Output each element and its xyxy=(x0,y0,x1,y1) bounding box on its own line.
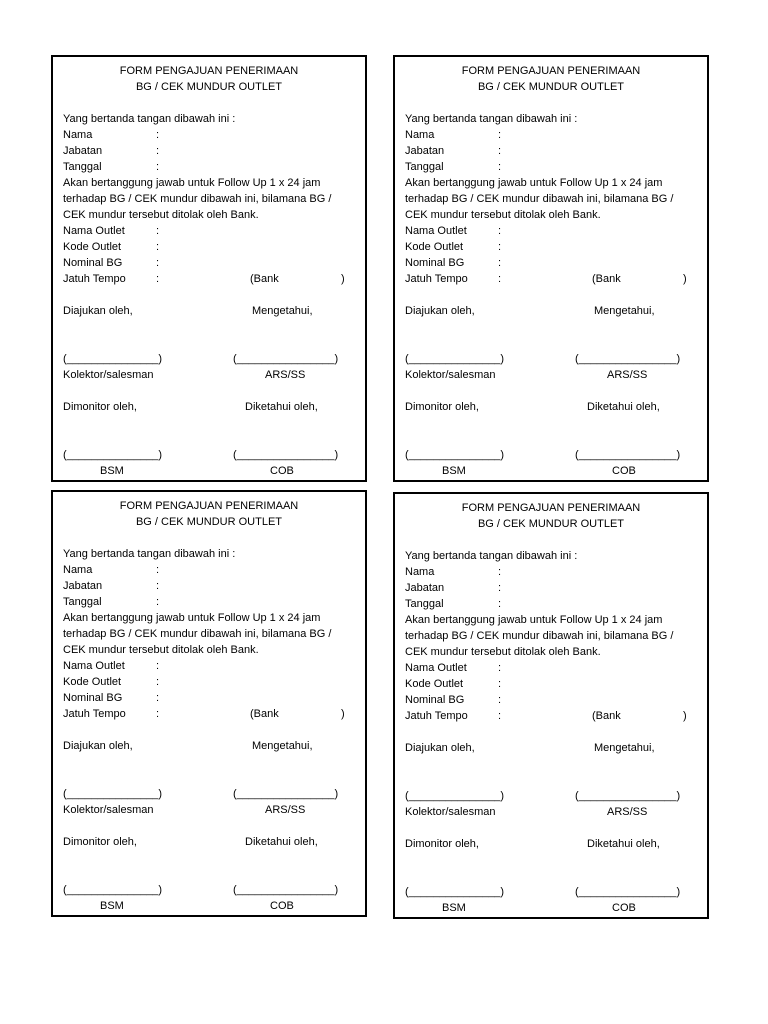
label-tanggal: Tanggal xyxy=(63,161,102,173)
colon-tanggal: : xyxy=(156,596,160,608)
diajukan-oleh: Diajukan oleh, xyxy=(405,742,475,754)
label-nama: Nama xyxy=(63,564,93,576)
role-cob: COB xyxy=(270,900,294,912)
bank-close: ) xyxy=(683,273,687,285)
colon-nama-outlet: : xyxy=(498,225,502,237)
statement-line2: terhadap BG / CEK mundur dibawah ini, bilamana BG / xyxy=(405,193,674,205)
statement-line1: Akan bertanggung jawab untuk Follow Up 1 x 24 jam xyxy=(63,177,321,189)
role-kolektor-salesman: Kolektor/salesman xyxy=(405,806,496,818)
signature-blank-bsm: (_______________) xyxy=(405,449,505,461)
label-nominal-bg: Nominal BG xyxy=(63,257,123,269)
bank-open: (Bank xyxy=(592,710,621,722)
colon-nama: : xyxy=(498,129,502,141)
label-jabatan: Jabatan xyxy=(405,145,445,157)
form-title-line2: BG / CEK MUNDUR OUTLET xyxy=(135,81,283,93)
signature-blank-ars: (________________) xyxy=(575,790,681,802)
dimonitor-oleh: Dimonitor oleh, xyxy=(405,401,479,413)
intro-text: Yang bertanda tangan dibawah ini : xyxy=(405,550,578,562)
form-card-top-left xyxy=(51,55,367,482)
colon-nama-outlet: : xyxy=(498,662,502,674)
label-nama-outlet: Nama Outlet xyxy=(63,660,125,672)
label-nama-outlet: Nama Outlet xyxy=(63,225,125,237)
label-kode-outlet: Kode Outlet xyxy=(63,676,122,688)
colon-jatuh-tempo: : xyxy=(498,710,502,722)
label-jabatan: Jabatan xyxy=(63,580,103,592)
colon-jatuh-tempo: : xyxy=(156,708,160,720)
colon-jatuh-tempo: : xyxy=(498,273,502,285)
colon-jatuh-tempo: : xyxy=(156,273,160,285)
role-ars-ss: ARS/SS xyxy=(265,369,306,381)
mengetahui: Mengetahui, xyxy=(594,742,655,754)
role-ars-ss: ARS/SS xyxy=(607,806,648,818)
role-kolektor-salesman: Kolektor/salesman xyxy=(63,804,154,816)
colon-jabatan: : xyxy=(498,582,502,594)
label-jatuh-tempo: Jatuh Tempo xyxy=(63,708,126,720)
diajukan-oleh: Diajukan oleh, xyxy=(63,305,133,317)
label-nominal-bg: Nominal BG xyxy=(63,692,123,704)
colon-kode-outlet: : xyxy=(498,241,502,253)
intro-text: Yang bertanda tangan dibawah ini : xyxy=(405,113,578,125)
signature-blank-kolektor: (_______________) xyxy=(405,790,505,802)
label-kode-outlet: Kode Outlet xyxy=(405,678,464,690)
label-nominal-bg: Nominal BG xyxy=(405,694,465,706)
signature-blank-kolektor: (_______________) xyxy=(405,353,505,365)
colon-nama: : xyxy=(156,564,160,576)
form-title-line1: FORM PENGAJUAN PENERIMAAN xyxy=(461,65,641,77)
form-title-line1: FORM PENGAJUAN PENERIMAAN xyxy=(119,65,299,77)
label-jatuh-tempo: Jatuh Tempo xyxy=(405,710,468,722)
statement-line1: Akan bertanggung jawab untuk Follow Up 1 x 24 jam xyxy=(405,177,663,189)
statement-line2: terhadap BG / CEK mundur dibawah ini, bilamana BG / xyxy=(63,628,332,640)
role-bsm: BSM xyxy=(100,465,124,477)
colon-nama-outlet: : xyxy=(156,225,160,237)
colon-nominal-bg: : xyxy=(156,692,160,704)
form-title-line2: BG / CEK MUNDUR OUTLET xyxy=(477,81,625,93)
colon-jabatan: : xyxy=(156,580,160,592)
label-kode-outlet: Kode Outlet xyxy=(63,241,122,253)
colon-tanggal: : xyxy=(498,598,502,610)
signature-blank-bsm: (_______________) xyxy=(405,886,505,898)
mengetahui: Mengetahui, xyxy=(594,305,655,317)
label-tanggal: Tanggal xyxy=(405,598,444,610)
statement-line1: Akan bertanggung jawab untuk Follow Up 1 x 24 jam xyxy=(63,612,321,624)
colon-nominal-bg: : xyxy=(156,257,160,269)
signature-blank-kolektor: (_______________) xyxy=(63,353,163,365)
statement-line2: terhadap BG / CEK mundur dibawah ini, bilamana BG / xyxy=(405,630,674,642)
mengetahui: Mengetahui, xyxy=(252,305,313,317)
dimonitor-oleh: Dimonitor oleh, xyxy=(63,836,137,848)
role-bsm: BSM xyxy=(442,902,466,914)
label-tanggal: Tanggal xyxy=(405,161,444,173)
role-bsm: BSM xyxy=(100,900,124,912)
label-nominal-bg: Nominal BG xyxy=(405,257,465,269)
statement-line3: CEK mundur tersebut ditolak oleh Bank. xyxy=(405,646,601,658)
dimonitor-oleh: Dimonitor oleh, xyxy=(405,838,479,850)
form-title-line2: BG / CEK MUNDUR OUTLET xyxy=(135,516,283,528)
label-nama: Nama xyxy=(405,129,435,141)
colon-nominal-bg: : xyxy=(498,694,502,706)
statement-line3: CEK mundur tersebut ditolak oleh Bank. xyxy=(405,209,601,221)
intro-text: Yang bertanda tangan dibawah ini : xyxy=(63,548,236,560)
mengetahui: Mengetahui, xyxy=(252,740,313,752)
intro-text: Yang bertanda tangan dibawah ini : xyxy=(63,113,236,125)
bank-open: (Bank xyxy=(592,273,621,285)
signature-blank-kolektor: (_______________) xyxy=(63,788,163,800)
signature-blank-bsm: (_______________) xyxy=(63,884,163,896)
label-jatuh-tempo: Jatuh Tempo xyxy=(63,273,126,285)
form-card-top-right xyxy=(393,55,709,482)
statement-line3: CEK mundur tersebut ditolak oleh Bank. xyxy=(63,209,259,221)
label-nama-outlet: Nama Outlet xyxy=(405,662,467,674)
label-tanggal: Tanggal xyxy=(63,596,102,608)
form-title-line2: BG / CEK MUNDUR OUTLET xyxy=(477,518,625,530)
colon-nominal-bg: : xyxy=(498,257,502,269)
colon-tanggal: : xyxy=(498,161,502,173)
bank-open: (Bank xyxy=(250,273,279,285)
label-nama: Nama xyxy=(405,566,435,578)
role-kolektor-salesman: Kolektor/salesman xyxy=(405,369,496,381)
role-cob: COB xyxy=(612,902,636,914)
role-ars-ss: ARS/SS xyxy=(607,369,648,381)
diketahui-oleh: Diketahui oleh, xyxy=(587,838,660,850)
signature-blank-ars: (________________) xyxy=(233,788,339,800)
colon-tanggal: : xyxy=(156,161,160,173)
bank-close: ) xyxy=(683,710,687,722)
dimonitor-oleh: Dimonitor oleh, xyxy=(63,401,137,413)
bank-close: ) xyxy=(341,273,345,285)
colon-kode-outlet: : xyxy=(156,241,160,253)
form-card-bottom-left xyxy=(51,490,367,917)
form-title-line1: FORM PENGAJUAN PENERIMAAN xyxy=(119,500,299,512)
statement-line3: CEK mundur tersebut ditolak oleh Bank. xyxy=(63,644,259,656)
signature-blank-cob: (________________) xyxy=(233,449,339,461)
diketahui-oleh: Diketahui oleh, xyxy=(587,401,660,413)
colon-kode-outlet: : xyxy=(498,678,502,690)
bank-open: (Bank xyxy=(250,708,279,720)
diketahui-oleh: Diketahui oleh, xyxy=(245,401,318,413)
colon-jabatan: : xyxy=(498,145,502,157)
diajukan-oleh: Diajukan oleh, xyxy=(405,305,475,317)
signature-blank-cob: (________________) xyxy=(233,884,339,896)
statement-line2: terhadap BG / CEK mundur dibawah ini, bilamana BG / xyxy=(63,193,332,205)
colon-nama: : xyxy=(156,129,160,141)
signature-blank-cob: (________________) xyxy=(575,449,681,461)
signature-blank-ars: (________________) xyxy=(233,353,339,365)
bank-close: ) xyxy=(341,708,345,720)
statement-line1: Akan bertanggung jawab untuk Follow Up 1 x 24 jam xyxy=(405,614,663,626)
colon-nama-outlet: : xyxy=(156,660,160,672)
diajukan-oleh: Diajukan oleh, xyxy=(63,740,133,752)
role-bsm: BSM xyxy=(442,465,466,477)
form-title-line1: FORM PENGAJUAN PENERIMAAN xyxy=(461,502,641,514)
role-ars-ss: ARS/SS xyxy=(265,804,306,816)
label-kode-outlet: Kode Outlet xyxy=(405,241,464,253)
form-card-bottom-right xyxy=(393,492,709,919)
role-cob: COB xyxy=(612,465,636,477)
role-kolektor-salesman: Kolektor/salesman xyxy=(63,369,154,381)
label-nama: Nama xyxy=(63,129,93,141)
colon-nama: : xyxy=(498,566,502,578)
signature-blank-ars: (________________) xyxy=(575,353,681,365)
diketahui-oleh: Diketahui oleh, xyxy=(245,836,318,848)
signature-blank-cob: (________________) xyxy=(575,886,681,898)
colon-jabatan: : xyxy=(156,145,160,157)
role-cob: COB xyxy=(270,465,294,477)
label-jabatan: Jabatan xyxy=(405,582,445,594)
colon-kode-outlet: : xyxy=(156,676,160,688)
label-nama-outlet: Nama Outlet xyxy=(405,225,467,237)
label-jabatan: Jabatan xyxy=(63,145,103,157)
signature-blank-bsm: (_______________) xyxy=(63,449,163,461)
label-jatuh-tempo: Jatuh Tempo xyxy=(405,273,468,285)
